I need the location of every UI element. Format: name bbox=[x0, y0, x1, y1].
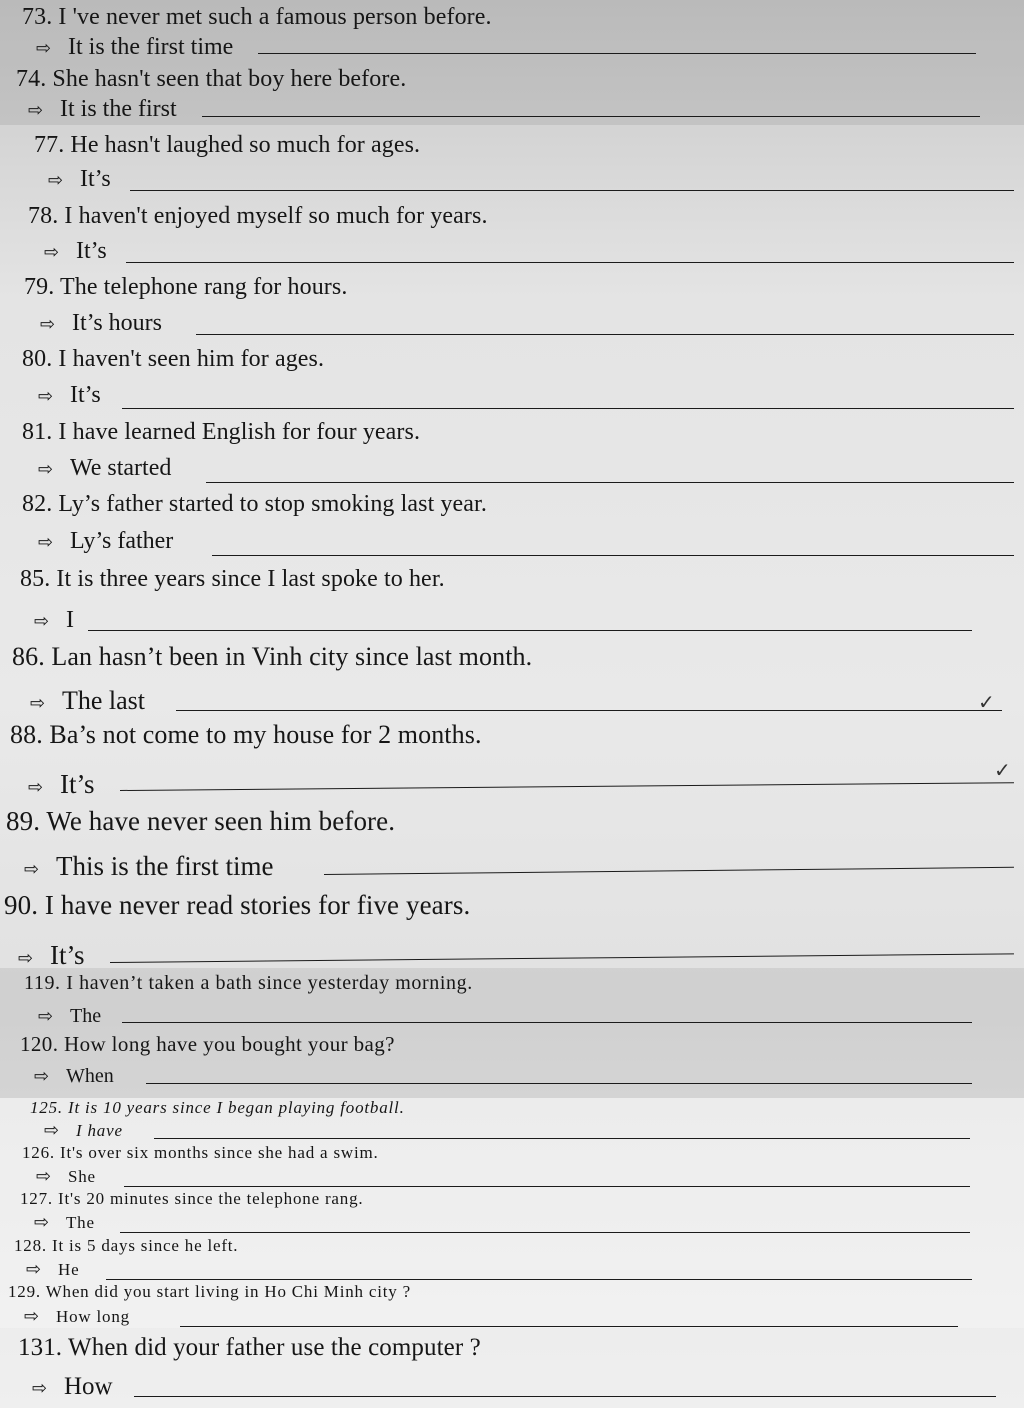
answer-line-73[interactable] bbox=[258, 53, 976, 54]
answer-prompt-88 bbox=[28, 769, 95, 800]
prompt-text: How bbox=[64, 1373, 113, 1400]
arrow-icon: ⇨ bbox=[38, 386, 54, 407]
arrow-icon: ⇨ bbox=[24, 1306, 40, 1327]
answer-prompt-81 bbox=[38, 455, 171, 482]
prompt-text: It’s bbox=[60, 769, 95, 799]
prompt-text: She bbox=[68, 1167, 96, 1186]
prompt-text: It is the first time bbox=[68, 34, 234, 60]
prompt-text: How long bbox=[56, 1307, 130, 1326]
question-120: 120. How long have you bought your bag? bbox=[20, 1032, 395, 1056]
answer-prompt-85 bbox=[34, 607, 74, 634]
arrow-icon: ⇨ bbox=[48, 170, 64, 191]
question-79: 79. The telephone rang for hours. bbox=[24, 274, 348, 300]
prompt-text: He bbox=[58, 1260, 80, 1279]
answer-prompt-131 bbox=[32, 1373, 113, 1401]
answer-line-74[interactable] bbox=[202, 116, 980, 117]
answer-prompt-74 bbox=[28, 96, 177, 123]
answer-prompt-119 bbox=[38, 1005, 101, 1028]
checkmark-icon: ✓ bbox=[978, 690, 995, 714]
arrow-icon: ⇨ bbox=[34, 1066, 50, 1087]
answer-prompt-89 bbox=[24, 851, 273, 882]
question-131: 131. When did your father use the computer ? bbox=[18, 1334, 481, 1361]
answer-line-125[interactable] bbox=[154, 1138, 970, 1139]
question-88: 88. Ba’s not come to my house for 2 months. bbox=[10, 720, 482, 749]
question-81: 81. I have learned English for four years. bbox=[22, 419, 421, 445]
answer-line-120[interactable] bbox=[146, 1083, 972, 1084]
answer-line-81[interactable] bbox=[206, 482, 1014, 483]
arrow-icon: ⇨ bbox=[26, 1259, 42, 1280]
answer-prompt-73 bbox=[36, 34, 233, 61]
answer-prompt-120 bbox=[34, 1065, 114, 1088]
prompt-text: It’s bbox=[80, 166, 111, 192]
answer-line-129[interactable] bbox=[180, 1326, 958, 1327]
arrow-icon: ⇨ bbox=[34, 1212, 50, 1233]
answer-line-90[interactable] bbox=[110, 953, 1014, 963]
arrow-icon: ⇨ bbox=[32, 1378, 48, 1399]
answer-line-86[interactable] bbox=[176, 710, 1002, 711]
answer-line-79[interactable] bbox=[196, 334, 1014, 335]
answer-line-78[interactable] bbox=[126, 262, 1014, 263]
question-85: 85. It is three years since I last spoke to her. bbox=[20, 566, 445, 592]
question-82: 82. Ly’s father started to stop smoking last year. bbox=[22, 491, 487, 517]
prompt-text: This is the first time bbox=[56, 851, 274, 881]
arrow-icon: ⇨ bbox=[38, 459, 54, 480]
answer-line-126[interactable] bbox=[124, 1186, 970, 1187]
question-128: 128. It is 5 days since he left. bbox=[14, 1236, 239, 1255]
prompt-text: It is the first bbox=[60, 96, 177, 122]
answer-prompt-79 bbox=[40, 310, 162, 337]
answer-prompt-126 bbox=[36, 1166, 96, 1187]
arrow-icon: ⇨ bbox=[40, 314, 56, 335]
prompt-text: I bbox=[66, 607, 74, 633]
answer-line-80[interactable] bbox=[122, 408, 1014, 409]
answer-prompt-86 bbox=[30, 686, 145, 716]
arrow-icon: ⇨ bbox=[44, 242, 60, 263]
question-127: 127. It's 20 minutes since the telephone rang. bbox=[20, 1189, 364, 1208]
question-89: 89. We have never seen him before. bbox=[6, 806, 396, 836]
arrow-icon: ⇨ bbox=[18, 948, 34, 969]
arrow-icon: ⇨ bbox=[36, 1166, 52, 1187]
arrow-icon: ⇨ bbox=[34, 611, 50, 632]
question-74: 74. She hasn't seen that boy here before. bbox=[16, 66, 407, 92]
answer-line-85[interactable] bbox=[88, 630, 972, 631]
prompt-text: We started bbox=[70, 455, 172, 481]
prompt-text: It’s hours bbox=[72, 310, 162, 336]
answer-prompt-80 bbox=[38, 382, 101, 409]
checkmark-icon: ✓ bbox=[994, 758, 1011, 782]
question-125: 125. It is 10 years since I began playing football. bbox=[30, 1098, 405, 1117]
prompt-text: The bbox=[66, 1213, 95, 1232]
question-129: 129. When did you start living in Ho Chi Minh city ? bbox=[8, 1282, 411, 1301]
answer-prompt-129 bbox=[24, 1306, 130, 1327]
arrow-icon: ⇨ bbox=[28, 100, 44, 121]
answer-line-131[interactable] bbox=[134, 1396, 996, 1397]
answer-prompt-90 bbox=[18, 940, 85, 971]
prompt-text: The bbox=[70, 1005, 102, 1027]
question-80: 80. I haven't seen him for ages. bbox=[22, 346, 325, 372]
arrow-icon: ⇨ bbox=[28, 777, 44, 798]
arrow-icon: ⇨ bbox=[38, 1006, 54, 1027]
prompt-text: It’s bbox=[50, 940, 85, 970]
question-90: 90. I have never read stories for five years. bbox=[4, 890, 471, 920]
answer-line-88[interactable] bbox=[120, 782, 1014, 791]
answer-line-128[interactable] bbox=[106, 1279, 972, 1280]
answer-prompt-125 bbox=[44, 1120, 123, 1141]
answer-prompt-127 bbox=[34, 1212, 95, 1233]
answer-line-119[interactable] bbox=[122, 1022, 972, 1023]
arrow-icon: ⇨ bbox=[44, 1120, 60, 1141]
prompt-text: I have bbox=[76, 1121, 123, 1140]
arrow-icon: ⇨ bbox=[36, 38, 52, 59]
question-78: 78. I haven't enjoyed myself so much for years. bbox=[28, 203, 488, 229]
answer-line-89[interactable] bbox=[324, 867, 1014, 875]
answer-line-127[interactable] bbox=[120, 1232, 970, 1233]
answer-prompt-128 bbox=[26, 1259, 79, 1280]
prompt-text: Ly’s father bbox=[70, 528, 174, 554]
question-86: 86. Lan hasn’t been in Vinh city since last month. bbox=[12, 642, 533, 671]
answer-prompt-78 bbox=[44, 238, 107, 265]
arrow-icon: ⇨ bbox=[24, 859, 40, 880]
prompt-text: When bbox=[66, 1065, 114, 1087]
answer-prompt-77 bbox=[48, 166, 111, 193]
question-73: 73. I 've never met such a famous person before. bbox=[22, 4, 492, 30]
answer-prompt-82 bbox=[38, 528, 173, 555]
prompt-text: It’s bbox=[76, 238, 107, 264]
question-77: 77. He hasn't laughed so much for ages. bbox=[34, 132, 421, 158]
prompt-text: The last bbox=[62, 686, 146, 715]
answer-line-77[interactable] bbox=[130, 190, 1014, 191]
prompt-text: It’s bbox=[70, 382, 101, 408]
answer-line-82[interactable] bbox=[212, 555, 1014, 556]
arrow-icon: ⇨ bbox=[38, 532, 54, 553]
question-119: 119. I haven’t taken a bath since yesterday morning. bbox=[24, 972, 473, 994]
arrow-icon: ⇨ bbox=[30, 693, 46, 714]
question-126: 126. It's over six months since she had a swim. bbox=[22, 1143, 379, 1162]
